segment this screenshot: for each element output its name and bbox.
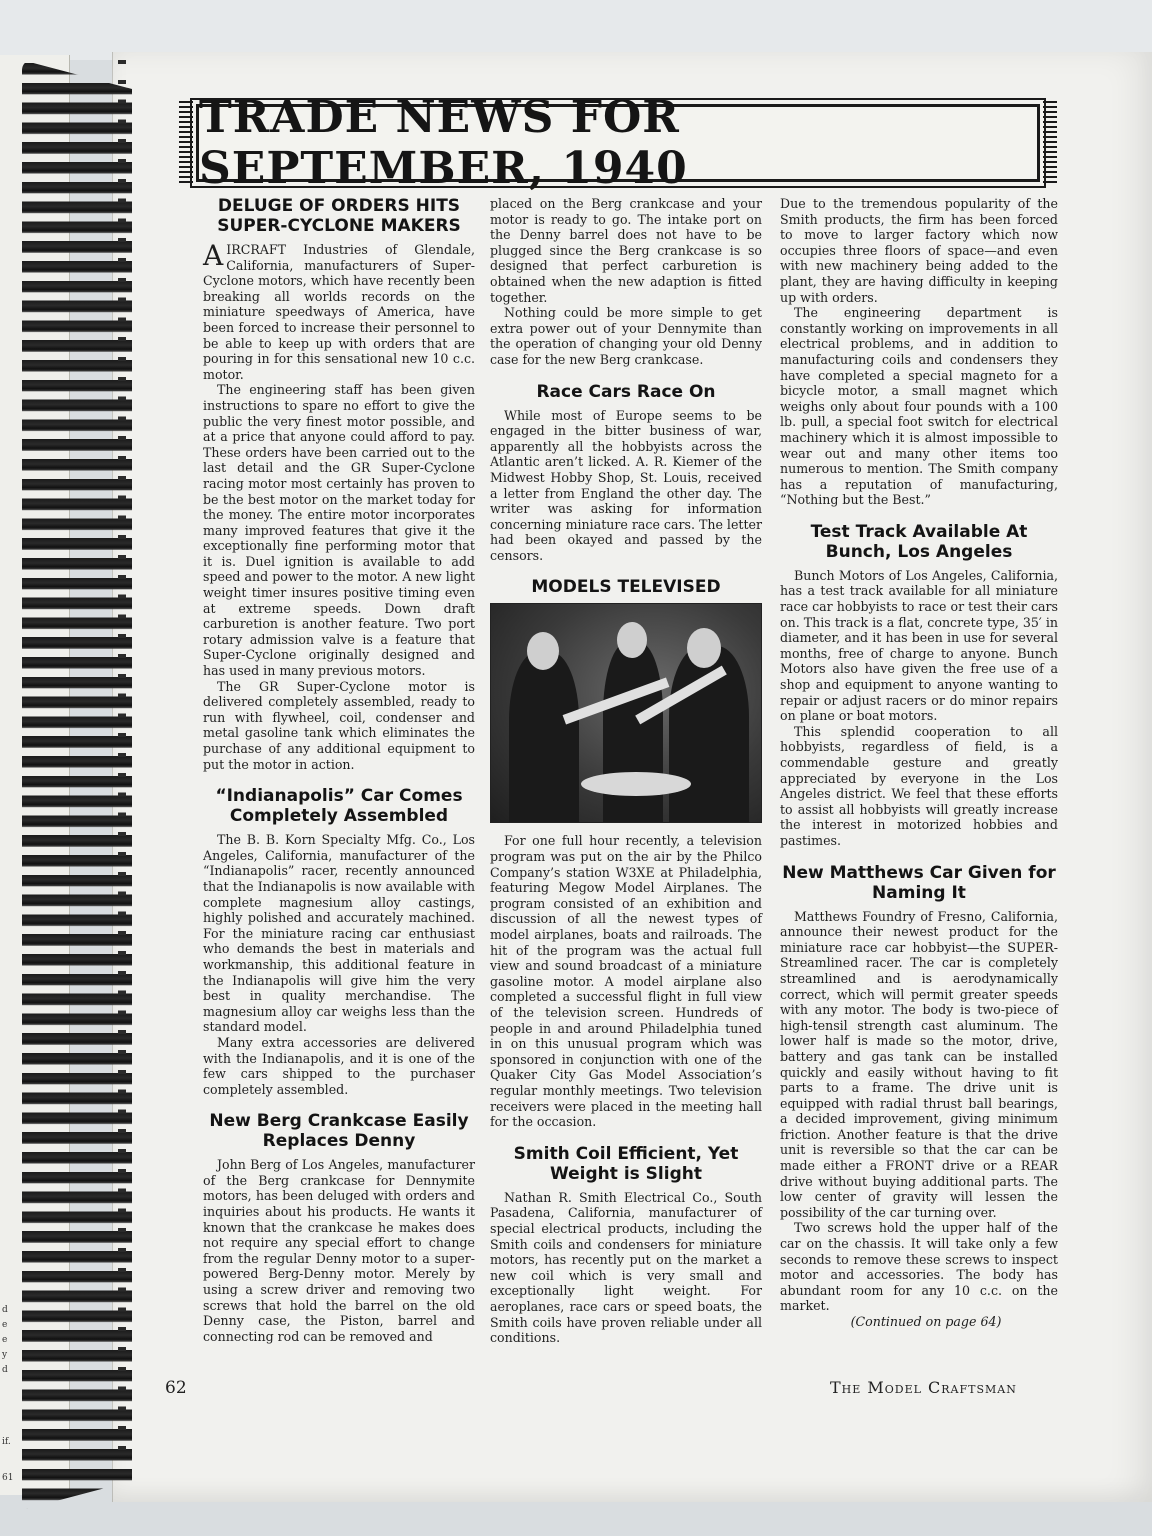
spiral-binding bbox=[22, 60, 132, 1510]
article-paragraph: Bunch Motors of Los Angeles, California, has a test track available for all miniature race car hobbyists to race or test their cars on. This track is a flat, concrete type, 35′ in diameter, and it has been in use for several months, free of charge to anyone. Bunch Motors also have given the free use of a shop and equipment to anyone wanting to repair or adjust racers or do minor repairs on plane or boat motors. bbox=[780, 567, 1058, 724]
article-paragraph: While most of Europe seems to be engaged in the bitter business of war, apparently all the hobbyists across the Atlantic aren’t licked. A. R. Kiemer of the Midwest Hobby Shop, St. Louis, received a letter from England the other day. The writer was asking for information concerning miniature race cars. The letter had been okayed and passed by the censors. bbox=[490, 407, 762, 563]
article-paragraph: This splendid cooperation to all hobbyists, regardless of field, is a commendable gesture and greatly appreciated by everyone in the Los Angeles district. We feel that these efforts to assist all hobbyists will greatly increase the interest in motorized hobbies and pastimes. bbox=[780, 723, 1058, 848]
background bbox=[0, 0, 1152, 60]
article-paragraph: John Berg of Los Angeles, manufacturer of the Berg crankcase for Dennymite motors, has been deluged with orders and inquiries about his products. He wants it known that the crankcase he makes does not require any special effort to change from the regular Denny motor to a super-powered Berg-Denny motor. Merely by using a screw driver and removing two screws that hold the barrel on the old Denny case, the Piston, barrel and connecting rod can be removed and bbox=[203, 1157, 475, 1344]
article-title: New Matthews Car Given for Naming It bbox=[782, 862, 1056, 903]
page-fragment: d bbox=[2, 1305, 8, 1315]
article-title: “Indianapolis” Car Comes Completely Assembled bbox=[215, 786, 463, 827]
article-paragraph: placed on the Berg crankcase and your motor is ready to go. The intake port on the Denny barrel does not have to be plugged since the Berg crankcase is so designed that perfect carburetion is obtained when the new adaption is fitted together. bbox=[490, 196, 762, 305]
article-paragraph: The engineering staff has been given instructions to spare no effort to give the public the very finest motor possible, and at a price that anyone could afford to pay. These orders have been carried out to the last detail and the GR Super-Cyclone racing motor most certainly has proven to be the best motor on the market today for the money. The entire motor incorporates many improved features that give it the exceptionally fine performing motor that it is. Duel ignition is available to add speed and power to the motor. A new light weight timer insures positive timing even at extreme speeds. Down draft carburetion is another feature. Two port rotary admission valve is a feature that Super-Cyclone originally designed and has used in many previous motors. bbox=[203, 382, 475, 679]
television-photo bbox=[490, 603, 762, 823]
magazine-name: The Model Craftsman bbox=[830, 1378, 1017, 1397]
page-fragment: e bbox=[2, 1320, 8, 1330]
page-fragment: y bbox=[2, 1350, 8, 1360]
column-2 bbox=[490, 196, 762, 1346]
article-title: Race Cars Race On bbox=[536, 381, 716, 402]
article-paragraph: For one full hour recently, a television program was put on the air by the Philco Company’s station W3XE at Philadelphia, featuring Megow Model Airplanes. The program consisted of an exhibition and discussion of all the newest types of model airplanes, boats and railroads. The hit of the program was the actual full view and sound broadcast of a miniature gasoline motor. A model airplane also completed a successful flight in full view of the television screen. Hundreds of people in and around Philadelphia tuned in on this unusual program which was sponsored in conjunction with one of the Quaker City Gas Model Association’s regular monthly meetings. Two television receivers were placed in the meeting hall for the occasion. bbox=[490, 833, 762, 1130]
article-title: MODELS TELEVISED bbox=[531, 577, 721, 598]
article-paragraph: The GR Super-Cyclone motor is delivered completely assembled, ready to run with flywheel, coil, condenser and metal gasoline tank which eliminates the purchase of any additional equipment to put the motor in action. bbox=[203, 678, 475, 772]
headline-banner bbox=[196, 92, 1040, 194]
drop-cap: A bbox=[203, 239, 224, 272]
column-3 bbox=[780, 196, 1058, 1330]
article-paragraph: Due to the tremendous popularity of the Smith products, the firm has been forced to move to larger factory which now occupies three floors of space—and even with new machinery being added to the plant, they are having difficulty in keeping up with orders. bbox=[780, 196, 1058, 305]
article-paragraph: The engineering department is constantly working on improvements in all electrical problems, and in addition to manufacturing coils and condensers they have completed a special magneto for a bicycle motor, a small magnet which weighs only about four pounds with a 100 lb. pull, a special foot switch for electrical machinery which it is almost impossible to wear out and many other items too numerous to mention. The Smith company has a reputation of manufacturing, “Nothing but the Best.” bbox=[780, 305, 1058, 508]
page-fragment: if. bbox=[2, 1437, 11, 1447]
article-title: Smith Coil Efficient, Yet Weight is Slight bbox=[513, 1143, 739, 1184]
page-fragment: d bbox=[2, 1365, 8, 1375]
article-paragraph: Nothing could be more simple to get extra power out of your Dennymite than the operation of changing your old Denny case for the new Berg crankcase. bbox=[490, 305, 762, 367]
article-paragraph: The B. B. Korn Specialty Mfg. Co., Los Angeles, California, manufacturer of the “Indianapolis” racer, recently announced that the Indianapolis is now available with complete magnesium alloy castings, highly polished and accurately machined. For the miniature racing car enthusiast who demands the best in materials and workmanship, this additional feature in the Indianapolis will give him the very best in quality merchandise. The magnesium alloy car weighs less than the standard model. bbox=[203, 832, 475, 1035]
article-title: Test Track Available At Bunch, Los Angeles bbox=[810, 521, 1028, 562]
page-title: TRADE NEWS FOR SEPTEMBER, 1940 bbox=[199, 92, 688, 194]
article-paragraph: Matthews Foundry of Fresno, California, announce their newest product for the miniature race car hobbyist—the SUPER-Streamlined racer. The car is completely streamlined and is aerodynamically correct, which will permit greater speeds with any motor. The body is two-piece of high-tensil strength cast aluminum. The lower half is made so the motor, drive, battery and gas tank can be installed quickly and easily without having to fit parts to a frame. The drive unit is equipped with radial thrust ball bearings, a decided improvement, giving minimum friction. Another feature is that the drive unit is reversible so that the car can be made either a FRONT drive or a REAR drive without buying additional parts. The low center of gravity will lessen the possibility of the car turning over. bbox=[780, 908, 1058, 1220]
article-paragraph: Many extra accessories are delivered with the Indianapolis, and it is one of the few cars shipped to the purchaser completely assembled. bbox=[203, 1034, 475, 1097]
article-paragraph: Two screws hold the upper half of the car on the chassis. It will take only a few seconds to remove these screws to inspect motor and accessories. The body has abundant room for any 10 c.c. on the market. bbox=[780, 1220, 1058, 1314]
page-fragment: e bbox=[2, 1335, 8, 1345]
page-number: 62 bbox=[165, 1378, 187, 1398]
article-title: DELUGE OF ORDERS HITS SUPER-CYCLONE MAKERS bbox=[217, 196, 461, 236]
article-paragraph: Nathan R. Smith Electrical Co., South Pasadena, California, manufacturer of special electrical products, including the Smith coils and condensers for miniature motors, has recently put on the market a new coil which is very small and exceptionally light weight. For aeroplanes, race cars or speed boats, the Smith coils have proven reliable under all conditions. bbox=[490, 1189, 762, 1346]
article-title: New Berg Crankcase Easily Replaces Denny bbox=[209, 1111, 469, 1152]
continued-note: (Continued on page 64) bbox=[850, 1314, 1002, 1329]
article-paragraph: AIRCRAFT Industries of Glendale, California, manufacturers of Super-Cyclone motors, which have recently been breaking all worlds records on the miniature speedways of America, have been forced to increase their personnel to be able to keep up with orders that are pouring in for this sensational new 10 c.c. motor. bbox=[203, 239, 475, 382]
page-fragment: 61 bbox=[2, 1473, 14, 1483]
binding-holes bbox=[118, 60, 126, 1460]
column-1 bbox=[203, 196, 475, 1344]
